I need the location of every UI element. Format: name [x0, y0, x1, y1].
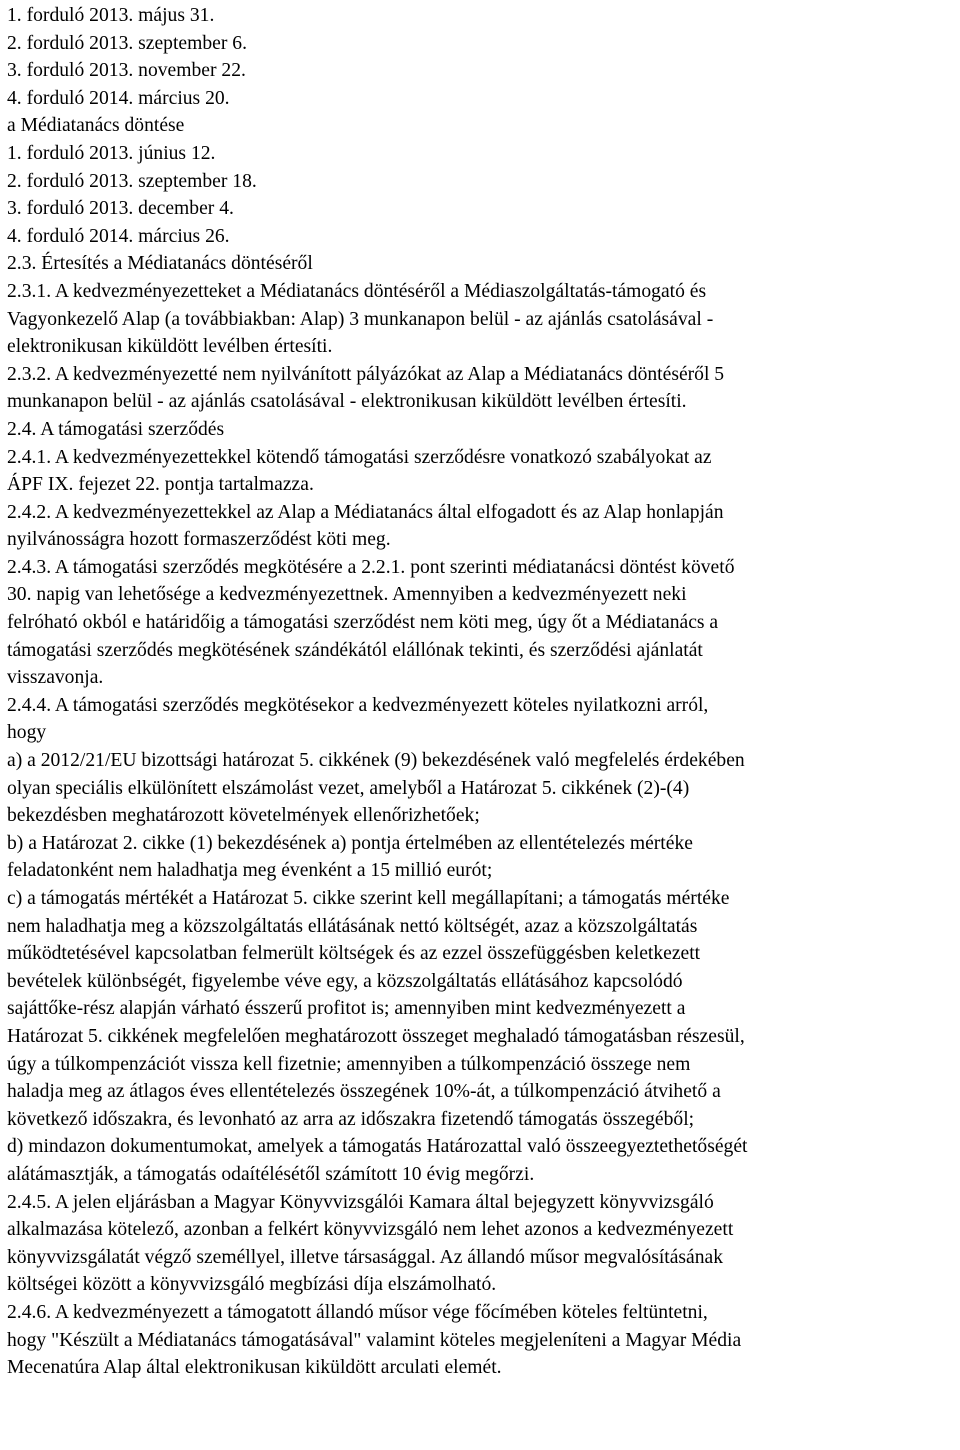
decision-date-line: 4. forduló 2014. március 26. — [7, 225, 230, 247]
paragraph-line: 2.4.5. A jelen eljárásban a Magyar Könyvvizsgálói Kamara által bejegyzett könyvvizsgáló — [7, 1191, 714, 1213]
round-date-line: 3. forduló 2013. november 22. — [7, 60, 246, 82]
list-item-line: olyan speciális elkülönített elszámolást vezet, amelyből a Határozat 5. cikkének (2)-(4) — [7, 777, 690, 799]
list-item-line: következő időszakra, és levonható az arra az időszakra fizetendő támogatás összegéből; — [7, 1108, 695, 1130]
paragraph-line: Mecenatúra Alap által elektronikusan kiküldött arculati elemét. — [7, 1357, 502, 1379]
list-item-line: működtetésével kapcsolatban felmerült költségek és az ezzel összefüggésben keletkezett — [7, 943, 701, 965]
list-item-line: úgy a túlkompenzációt vissza kell fizetnie; amennyiben a túlkompenzáció összege nem — [7, 1053, 691, 1075]
paragraph-line: 30. napig van lehetősége a kedvezményezettnek. Amennyiben a kedvezményezett neki — [7, 584, 687, 606]
paragraph-line: hogy — [7, 722, 47, 744]
list-item-line: Határozat 5. cikkének megfelelően meghatározott összeget meghaladó támogatásban részesül, — [7, 1025, 745, 1047]
paragraph-line: hogy "Készült a Médiatanács támogatásával" valamint köteles megjeleníteni a Magyar Média — [7, 1329, 742, 1351]
section-heading: 2.3. Értesítés a Médiatanács döntéséről — [7, 253, 313, 275]
list-item-line: bevételek különbségét, figyelembe véve egy, a közszolgáltatás ellátásához kapcsolódó — [7, 970, 683, 992]
paragraph-line: 2.3.1. A kedvezményezetteket a Médiatanács döntéséről a Médiaszolgáltatás-támogató és — [7, 280, 707, 302]
paragraph-line: 2.3.2. A kedvezményezetté nem nyilvánított pályázókat az Alap a Médiatanács döntéséről 5 — [7, 363, 725, 385]
paragraph-line: Vagyonkezelő Alap (a továbbiakban: Alap) 3 munkanapon belül - az ajánlás csatolásával - — [7, 308, 714, 330]
paragraph-line: felróható okból e határidőig a támogatási szerződést nem köti meg, úgy őt a Médiatanács a — [7, 612, 719, 634]
paragraph-line: 2.4.2. A kedvezményezettekkel az Alap a Médiatanács által elfogadott és az Alap honlapján — [7, 501, 724, 523]
paragraph-line: visszavonja. — [7, 667, 104, 689]
decision-date-line: 1. forduló 2013. június 12. — [7, 142, 216, 164]
paragraph-line: támogatási szerződés megkötésének szándékától elállónak tekinti, és szerződési ajánlatát — [7, 639, 703, 661]
list-item-line: alátámasztják, a támogatás odaítélésétől számított 10 évig megőrzi. — [7, 1163, 535, 1185]
round-date-line: 1. forduló 2013. május 31. — [7, 5, 215, 26]
list-item-line: d) mindazon dokumentumokat, amelyek a támogatás Határozattal való összeegyeztethetőségét — [7, 1136, 748, 1158]
decision-date-line: 3. forduló 2013. december 4. — [7, 198, 234, 220]
list-item-line: bekezdésben meghatározott követelmények ellenőrizhetőek; — [7, 805, 480, 827]
paragraph-line: 2.4.4. A támogatási szerződés megkötésekor a kedvezményezett köteles nyilatkozni arról, — [7, 694, 709, 716]
list-item-line: haladja meg az átlagos éves ellentételezés összegének 10%-át, a túlkompenzáció átvihető a — [7, 1081, 721, 1103]
paragraph-line: 2.4.1. A kedvezményezettekkel kötendő támogatási szerződésre vonatkozó szabályokat az — [7, 446, 712, 468]
paragraph-line: alkalmazása kötelező, azonban a felkért könyvvizsgáló nem lehet azonos a kedvezményezett — [7, 1219, 734, 1241]
list-item-line: feladatonként nem haladhatja meg évenként a 15 millió eurót; — [7, 860, 493, 882]
list-item-line: c) a támogatás mértékét a Határozat 5. cikke szerint kell megállapítani; a támogatás mértéke — [7, 888, 730, 909]
paragraph-line: költségei között a könyvvizsgáló megbízási díja elszámolható. — [7, 1274, 497, 1296]
list-item-line: nem haladhatja meg a közszolgáltatás ellátásának nettó költségét, azaz a közszolgáltatás — [7, 915, 698, 937]
round-date-line: 2. forduló 2013. szeptember 6. — [7, 32, 247, 54]
section-heading: 2.4. A támogatási szerződés — [7, 418, 225, 440]
paragraph-line: ÁPF IX. fejezet 22. pontja tartalmazza. — [7, 474, 314, 496]
paragraph-line: elektronikusan kiküldött levélben értesíti. — [7, 336, 333, 358]
decision-date-line: 2. forduló 2013. szeptember 18. — [7, 170, 257, 192]
paragraph-line: 2.4.6. A kedvezményezett a támogatott állandó műsor vége főcímében köteles feltüntetni, — [7, 1301, 708, 1323]
paragraph-line: könyvvizsgálatát végző személlyel, illetve társasággal. Az állandó műsor megvalósításának — [7, 1246, 724, 1268]
section-label: a Médiatanács döntése — [7, 115, 185, 137]
paragraph-line: munkanapon belül - az ajánlás csatolásával - elektronikusan kiküldött levélben értesíti. — [7, 391, 687, 413]
list-item-line: a) a 2012/21/EU bizottsági határozat 5. cikkének (9) bekezdésének való megfelelés érdekében — [7, 750, 745, 772]
list-item-line: b) a Határozat 2. cikke (1) bekezdésének a) pontja értelmében az ellentételezés mértéke — [7, 832, 693, 854]
paragraph-line: nyilvánosságra hozott formaszerződést köti meg. — [7, 529, 391, 551]
round-date-line: 4. forduló 2014. március 20. — [7, 87, 230, 109]
paragraph-line: 2.4.3. A támogatási szerződés megkötésére a 2.2.1. pont szerinti médiatanácsi döntést követő — [7, 556, 735, 578]
list-item-line: sajáttőke-rész alapján várható ésszerű profitot is; amennyiben mint kedvezményezett a — [7, 998, 686, 1020]
